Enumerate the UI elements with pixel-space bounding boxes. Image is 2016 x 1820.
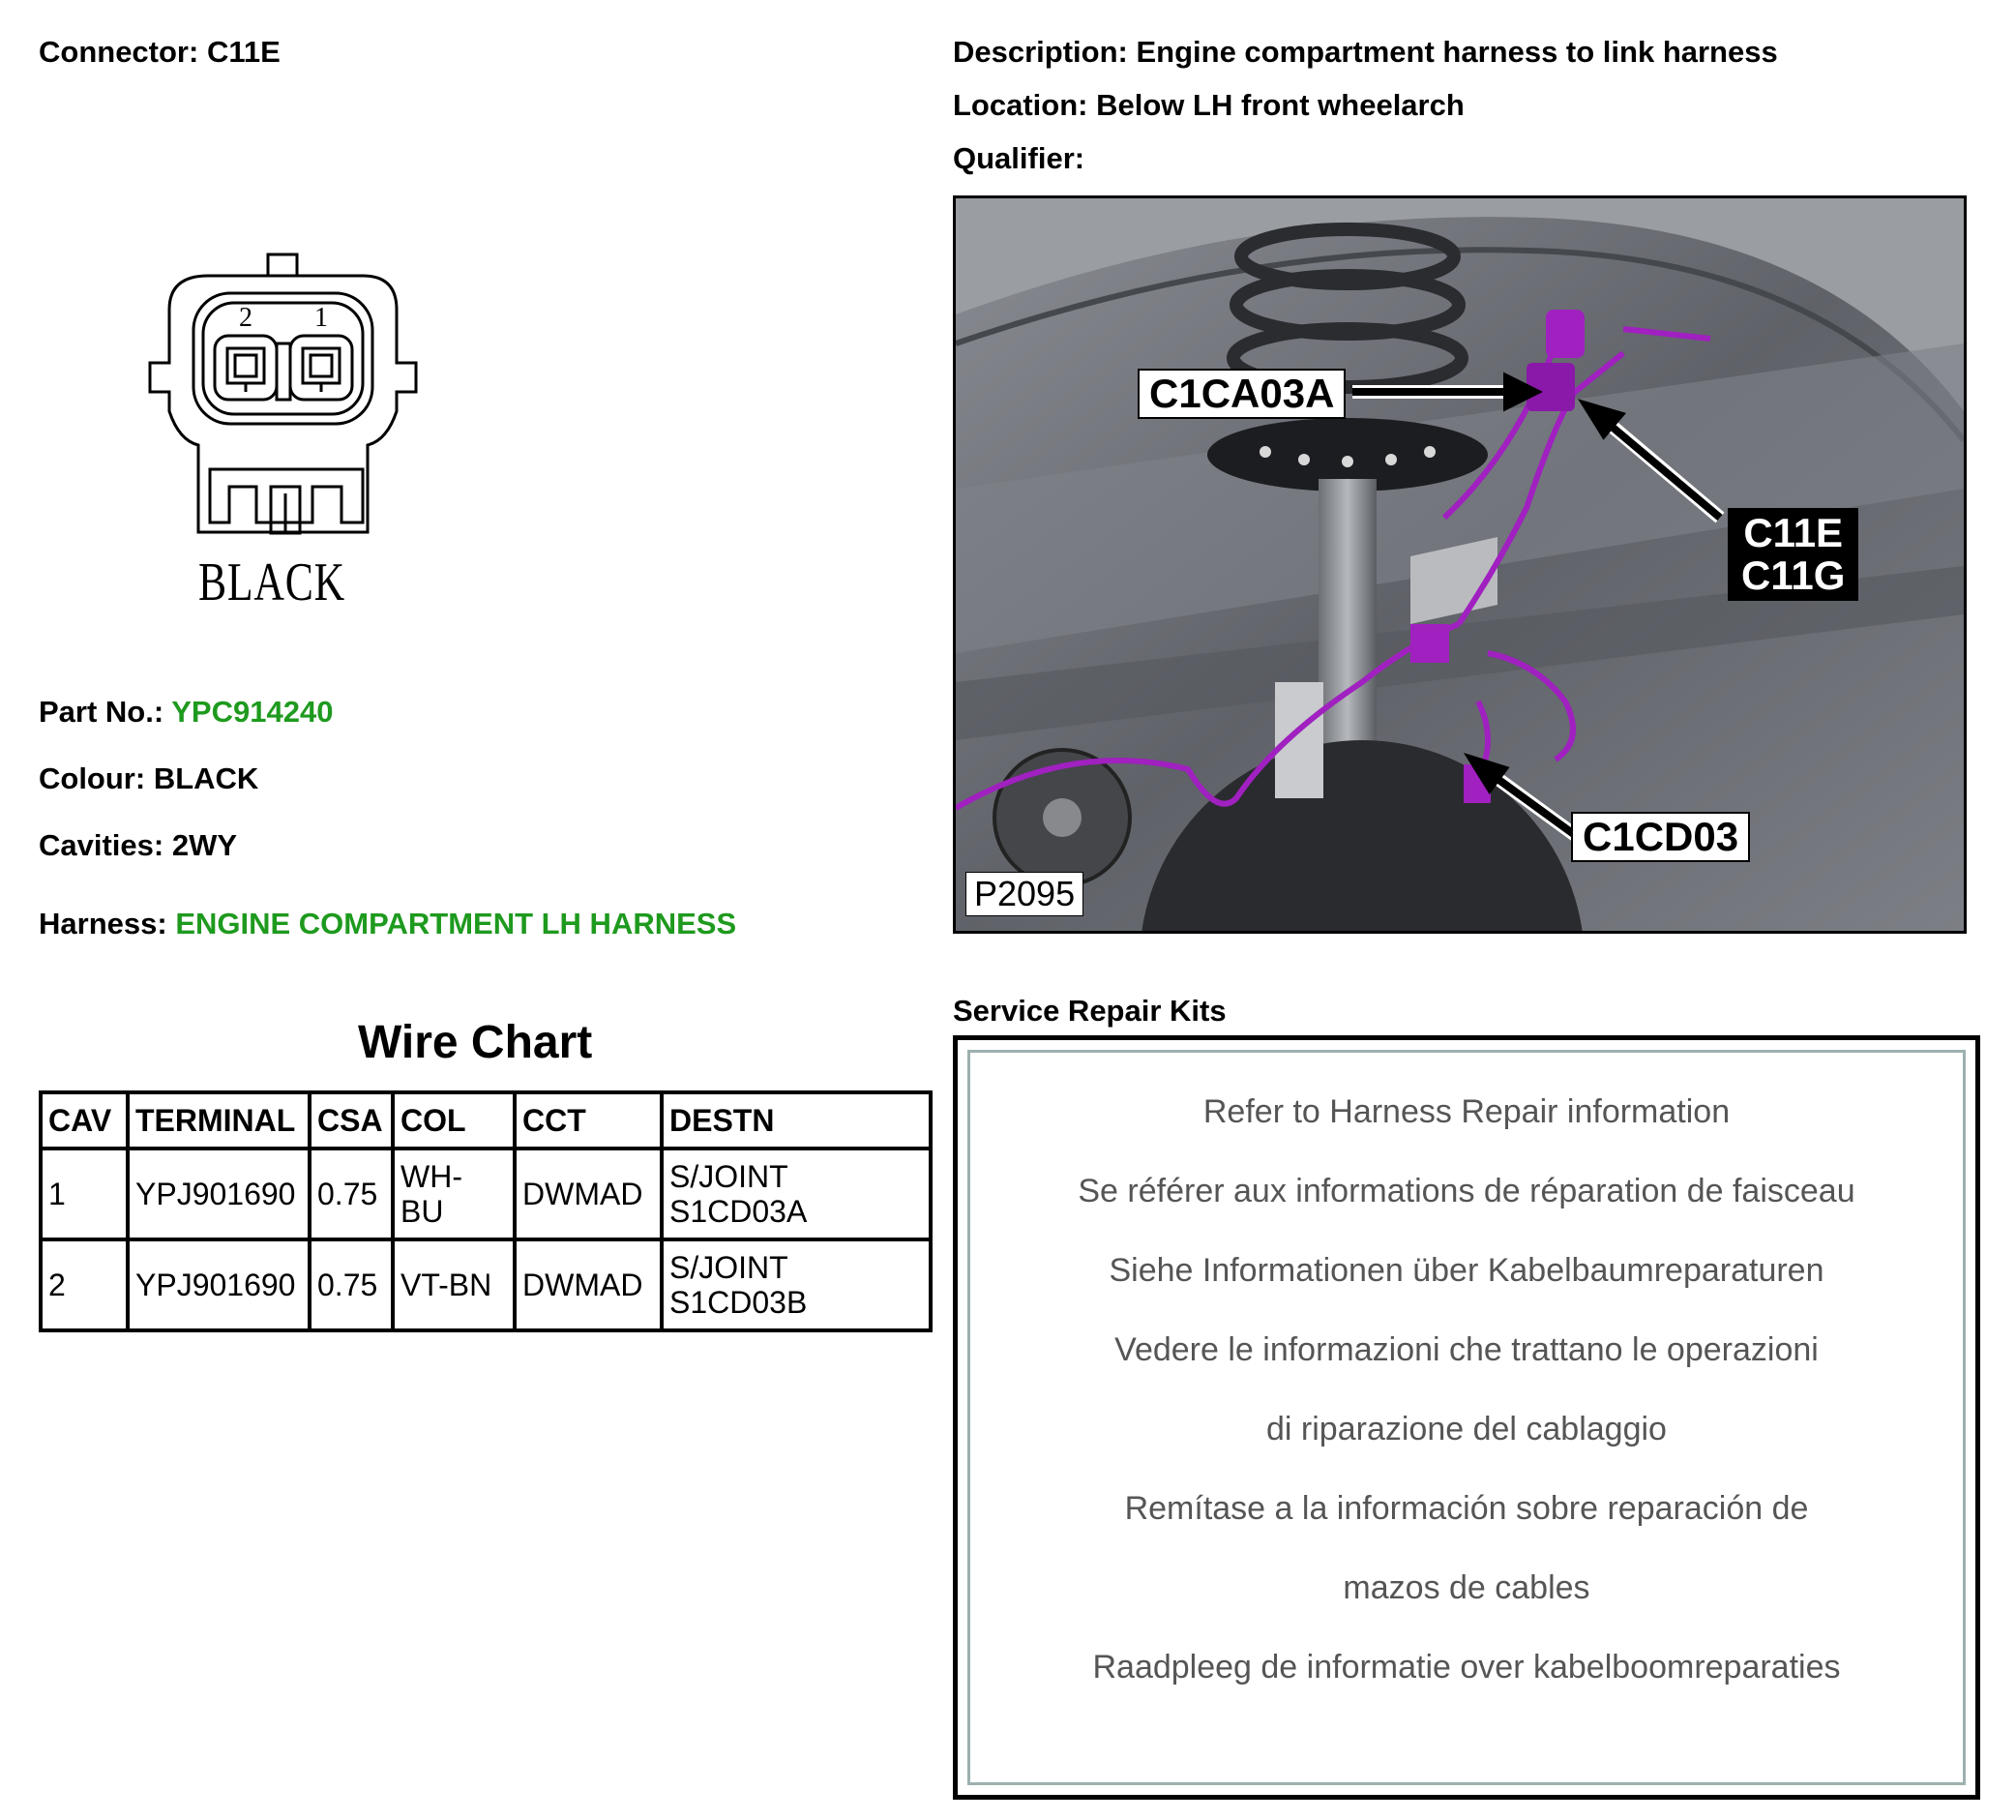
callout-c1ca03a: C1CA03A (1138, 369, 1346, 419)
harness-value: ENGINE COMPARTMENT LH HARNESS (175, 907, 737, 940)
part-label: Part No.: (39, 695, 164, 729)
connector-location-photo (953, 195, 1967, 934)
destn-line: S1CD03A (669, 1194, 808, 1229)
cell-cav: 2 (41, 1239, 128, 1330)
description-value: Engine compartment harness to link harness (1136, 35, 1778, 69)
connector-caption: BLACK (198, 552, 345, 612)
location-row (953, 88, 1465, 123)
location-value: Below LH front wheelarch (1096, 88, 1465, 122)
connector-inner-face (193, 293, 372, 424)
cell-cct: DWMAD (515, 1149, 662, 1239)
table-row (41, 1239, 931, 1330)
cell-csa: 0.75 (310, 1239, 393, 1330)
cell-destn (662, 1149, 931, 1239)
repair-kit-line: Vedere le informazioni che trattano le operazioni (1114, 1331, 1819, 1368)
cavities-value: 2WY (171, 828, 238, 862)
cell-terminal: YPJ901690 (128, 1149, 310, 1239)
header-cct: CCT (515, 1092, 662, 1149)
callout-c11e-c11g (1728, 508, 1858, 601)
destn-line: S/JOINT (669, 1159, 788, 1194)
connector-body (150, 276, 416, 532)
repair-kit-line: mazos de cables (1343, 1569, 1590, 1606)
harness-row (39, 907, 736, 941)
cell-cav: 1 (41, 1149, 128, 1239)
connector-row (39, 35, 281, 70)
repair-kits-box (953, 1035, 1980, 1800)
wire-chart-header-row (41, 1092, 931, 1149)
header-destn: DESTN (662, 1092, 931, 1149)
destn-line: S/JOINT (669, 1250, 788, 1285)
colour-row (39, 761, 258, 796)
cell-terminal: YPJ901690 (128, 1239, 310, 1330)
connector-label: Connector: (39, 35, 199, 69)
qualifier-row (953, 141, 1084, 176)
cell-col: VT-BN (393, 1239, 515, 1330)
cell-csa: 0.75 (310, 1149, 393, 1239)
repair-kit-line: Raadpleeg de informatie over kabelboomreparaties (1092, 1649, 1841, 1686)
pin-number-2: 2 (239, 303, 252, 333)
repair-kit-line: Se référer aux informations de réparation de faisceau (1078, 1173, 1855, 1209)
description-label: Description: (953, 35, 1128, 69)
destn-line: S1CD03B (669, 1285, 808, 1320)
wire-chart-title: Wire Chart (358, 1017, 593, 1068)
qualifier-label: Qualifier: (953, 141, 1085, 175)
pin-number-1: 1 (314, 303, 328, 333)
cavities-row (39, 828, 237, 863)
callout-c1cd03: C1CD03 (1571, 812, 1750, 862)
description-row (953, 35, 1778, 70)
header-col: COL (393, 1092, 515, 1149)
harness-label: Harness: (39, 907, 167, 940)
col-line: BU (400, 1194, 444, 1229)
header-csa: CSA (310, 1092, 393, 1149)
connector-c11e-body (1546, 310, 1585, 358)
cell-col (393, 1149, 515, 1239)
callout-c11g: C11G (1741, 552, 1846, 598)
cavities-label: Cavities: (39, 828, 164, 862)
col-line: WH- (400, 1159, 462, 1194)
cell-destn (662, 1239, 931, 1330)
header-cav: CAV (41, 1092, 128, 1149)
header-terminal: TERMINAL (128, 1092, 310, 1149)
table-row (41, 1149, 931, 1239)
repair-kits-inner (967, 1050, 1966, 1785)
photo-reference: P2095 (965, 872, 1083, 916)
connector-value: C11E (206, 35, 281, 69)
repair-kits-title: Service Repair Kits (953, 994, 1227, 1028)
wire-chart-table (39, 1090, 933, 1332)
repair-kit-line: Siehe Informationen über Kabelbaumreparaturen (1109, 1252, 1824, 1289)
colour-value: BLACK (153, 761, 259, 795)
repair-kit-line: Remítase a la información sobre reparación de (1124, 1490, 1809, 1527)
repair-kit-line: di riparazione del cablaggio (1266, 1411, 1667, 1447)
part-number-value: YPC914240 (171, 695, 334, 729)
callout-c11e: C11E (1743, 510, 1844, 555)
connector-key (268, 254, 297, 276)
location-label: Location: (953, 88, 1088, 122)
colour-label: Colour: (39, 761, 146, 795)
part-row (39, 695, 333, 730)
repair-kit-line: Refer to Harness Repair information (1202, 1093, 1731, 1130)
cell-cct: DWMAD (515, 1239, 662, 1330)
